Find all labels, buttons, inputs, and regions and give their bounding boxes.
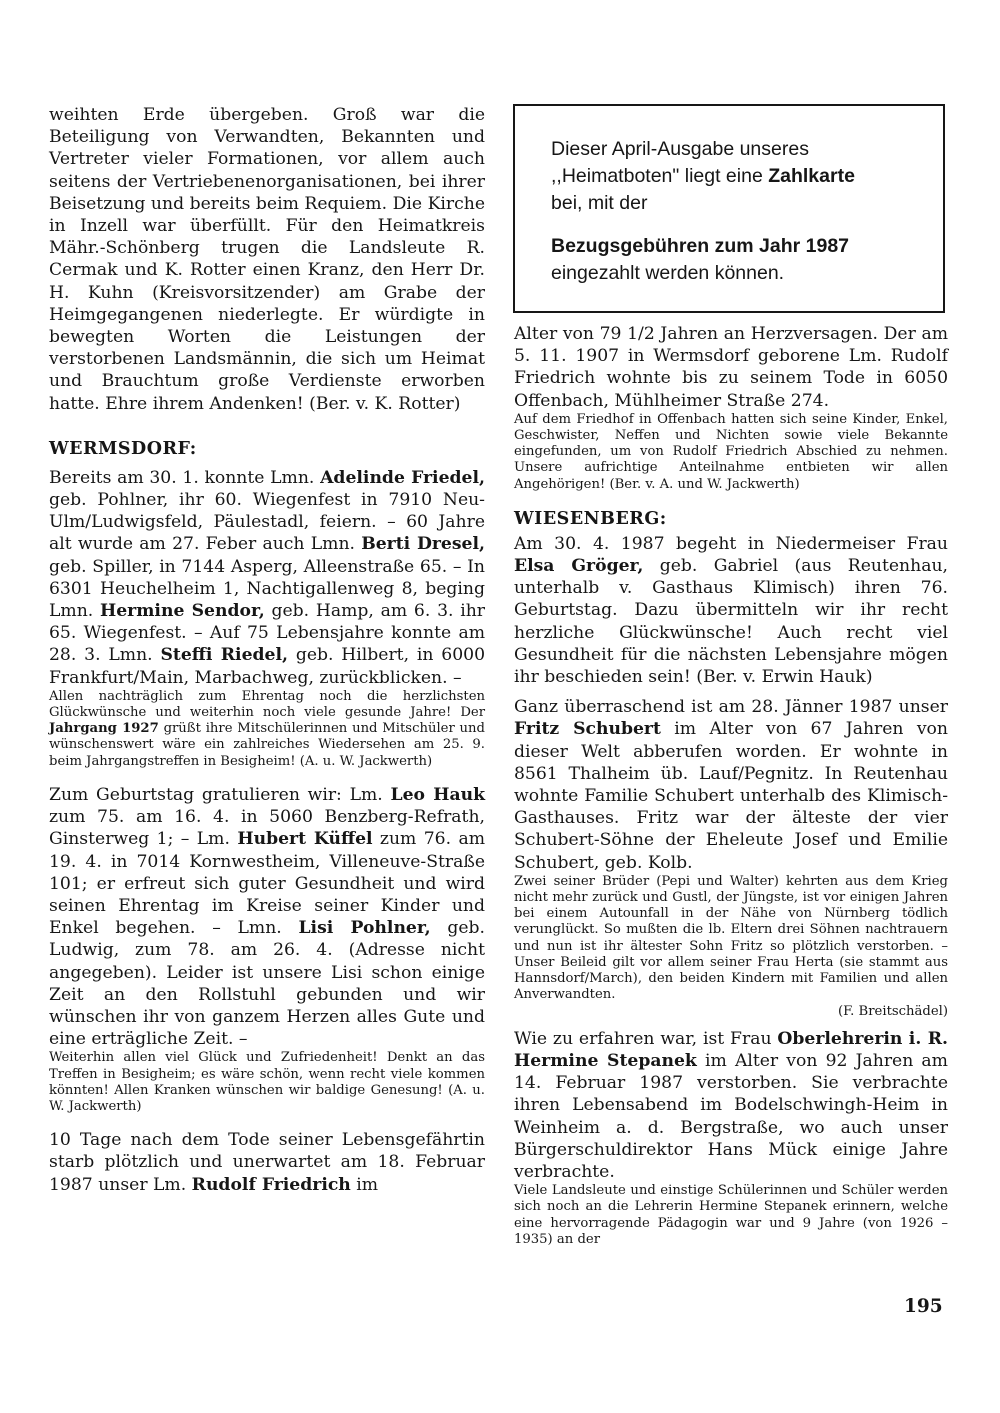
notice-line-2: ,,Heimatboten" liegt eine Zahlkarte <box>551 165 855 187</box>
payment-notice-box <box>513 104 945 313</box>
obituary-friedrich-cont: Alter von 79 1/2 Jahren an Herzversagen. Der am 5. 11. 1907 in Wermsdorf geborene Lm. Rudolf Friedrich wohnte bis zu seinem Tode in 6050 Offenbach, Mühlheimer Straße 274. <box>514 324 948 411</box>
notice-line-5: eingezahlt werden können. <box>551 262 785 284</box>
birthday-greeting: Weiterhin allen viel Glück und Zufriedenheit! Denkt an das Treffen in Besigheim; es wäre schön, wenn recht viele kommen könnten! Allen Kranken wünschen wir baldige Genesung! (A. u. W. Jackwerth) <box>49 1050 485 1114</box>
obituary-schubert-signature: (F. Breitschädel) <box>837 1003 948 1019</box>
obituary-friedrich-start: 10 Tage nach dem Tode seiner Lebensgefährtin starb plötzlich und unerwartet am 18. Februar 1987 unser Lm. Rudolf Friedrich im <box>49 1130 485 1195</box>
notice-line-1: Dieser April-Ausgabe unseres <box>551 138 809 160</box>
wermsdorf-greeting: Allen nachträglich zum Ehrentag noch die herzlichsten Glückwünsche und weiterhin noch viele gesunde Jahre! Der Jahrgang 1927 grüßt ihre Mitschülerinnen und Mitschüler und wünschenswert wäre ein zahlreiches Wiedersehen am 25. 9. beim Jahrgangstreffen in Besigheim! (A. u. W. Jackwerth) <box>49 688 485 769</box>
obituary-schubert-details: Zwei seiner Brüder (Pepi und Walter) kehrten aus dem Krieg nicht mehr zurück und Gustl, der Jüngste, ist vor einigen Jahren bei einem Autounfall in der Nähe von Nürnberg tödlich verunglückt. So mußten die lb. Eltern drei Söhnen nachtrauern und nun ist ihr ältester Sohn Fritz so plötzlich verstorben. – Unser Beileid gilt vor allem seiner Frau Herta (sie stammt aus Hannsdorf/March), den beiden Kindern mit Familien und allen Anverwandten. <box>514 873 948 1003</box>
heading-wiesenberg: WIESENBERG: <box>514 508 667 529</box>
right-column <box>514 323 948 1248</box>
page-number: 195 <box>904 1296 943 1317</box>
notice-line-3: bei, mit der <box>551 192 648 214</box>
obituary-stepanek-details: Viele Landsleute und einstige Schülerinnen und Schüler werden sich noch an die Lehrerin Hermine Stepanek erinnern, welche eine hervorragende Pädagogin war und 9 Jahre (von 1926 – 1935) an der <box>514 1183 948 1247</box>
obituary-schubert: Ganz überraschend ist am 28. Jänner 1987 unser Fritz Schubert im Alter von 67 Jahren von dieser Welt abberufen worden. Er wohnte in 8561 Thalheim üb. Lauf/Pegnitz. In Reutenhau wohnte Familie Schubert unterhalb des Klimisch-Gasthauses. Fritz war der älteste der vier Schubert-Söhne der Eheleute Josef und Emilie Schubert, geb. Kolb. <box>514 697 948 873</box>
wiesenberg-birthday: Am 30. 4. 1987 begeht in Niedermeiser Frau Elsa Gröger, geb. Gabriel (aus Reutenhau, unterhalb v. Gasthaus Klimisch) ihren 76. Geburtstag. Dazu übermitteln wir ihr recht herzliche Glückwünsche! Auch recht viel Gesundheit für die nächsten Lebensjahre mögen ihr beschieden sein! (Ber. v. Erwin Hauk) <box>514 533 948 688</box>
wermsdorf-birthdays: Bereits am 30. 1. konnte Lmn. Adelinde Friedel, geb. Pohlner, ihr 60. Wiegenfest in 7910 Neu-Ulm/Ludwigsfeld, Päulestadl, feiern. – 60 Jahre alt wurde am 27. Feber auch Lmn. Berti Dresel, geb. Spiller, in 7144 Asperg, Alleenstraße 65. – In 6301 Heuchelheim 1, Nachtigallenweg 8, beging Lmn. Hermine Sendor, geb. Hamp, am 6. 3. ihr 65. Wiegenfest. – Auf 75 Lebensjahre konnte am 28. 3. Lmn. Steffi Riedel, geb. Hilbert, in 6000 Frankfurt/Main, Marbachweg, zurückblicken. – <box>49 467 486 688</box>
left-column <box>49 104 485 1196</box>
obituary-friedrich-details: Auf dem Friedhof in Offenbach hatten sich seine Kinder, Enkel, Geschwister, Neffen und Nichten sowie viele Bekannte eingefunden, um von Rudolf Friedrich Abschied zu nehmen. Unsere aufrichtige Anteilnahme entbieten wir allen Angehörigen! (Ber. v. A. und W. Jackwerth) <box>514 411 948 492</box>
heading-wermsdorf: WERMSDORF: <box>49 438 197 459</box>
notice-line-4: Bezugsgebühren zum Jahr 1987 <box>551 235 850 257</box>
obituary-stepanek: Wie zu erfahren war, ist Frau Oberlehrerin i. R. Hermine Stepanek im Alter von 92 Jahren am 14. Februar 1987 verstorben. Sie verbrachte ihren Lebensabend im Bodelschwingh-Heim in Weinheim a. d. Bergstraße, wo auch unser Bürgerschuldirektor Hans Mück einige Jahre verbrachte. <box>514 1028 948 1182</box>
intro-paragraph: weihten Erde übergeben. Groß war die Beteiligung von Verwandten, Bekannten und Vertreter vieler Formationen, vor allem auch seitens der Vertriebenenorganisationen, bei ihrer Beisetzung und bereits beim Requiem. Die Kirche in Inzell war überfüllt. Für den Heimatkreis Mähr.-Schönberg trugen die Landsleute R. Cermak und K. Rotter einen Kranz, den Herr Dr. H. Kuhn (Kreisvorsitzender) am Grabe der Heimgegangenen niederlegte. Er würdigte in bewegten Worten die Leistungen der verstorbenen Landsmännin, die sich um Heimat und Brauchtum große Verdienste erworben hatte. Ehre ihrem Andenken! (Ber. v. K. Rotter) <box>49 105 485 414</box>
birthday-congratulations: Zum Geburtstag gratulieren wir: Lm. Leo Hauk zum 75. am 16. 4. in 5060 Benzberg-Refrath, Ginsterweg 1; – Lm. Hubert Küffel zum 76. am 19. 4. in 7014 Kornwestheim, Villeneuve-Straße 101; er erfreut sich guter Gesundheit und wird seinen Ehrentag im Kreise seiner Kinder und Enkel begehen. – Lmn. Lisi Pohlner, geb. Ludwig, zum 78. am 26. 4. (Adresse nicht angegeben). Leider ist unsere Lisi schon einige Zeit an den Rollstuhl gebunden und wir wünschen ihr von ganzem Herzen alles Gute und eine erträgliche Zeit. – <box>49 784 486 1050</box>
